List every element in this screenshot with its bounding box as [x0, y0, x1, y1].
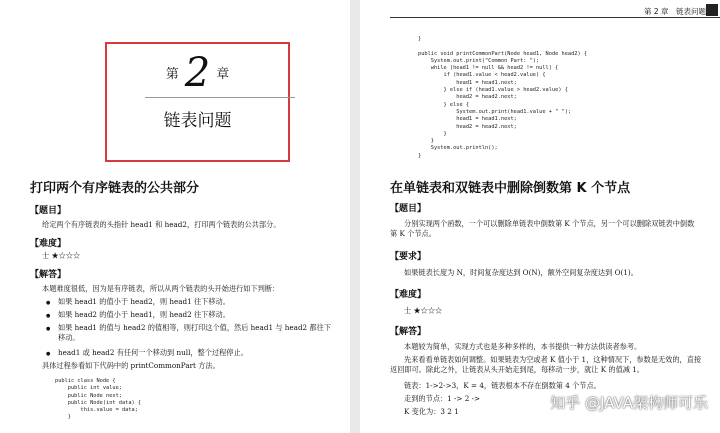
- process-text: 具体过程参看如下代码中的 printCommonPart 方法。: [42, 361, 220, 370]
- difficulty-label: 【难度】: [390, 290, 427, 300]
- bullet-item: ● 如果 head2 的值小于 head1，则 head2 往下移动。: [58, 310, 343, 320]
- topic-text: 分别实现两个函数，一个可以删除单链表中倒数第 K 个节点，另一个可以删除双链表中倒数第 K 个节点。: [390, 219, 695, 238]
- chapter-number-line: [107, 50, 288, 96]
- watermark: 知乎 @JAVA架构师可乐: [550, 394, 708, 412]
- answer-label: 【解答】: [390, 327, 427, 337]
- code-block: } public void printCommonPart(Node head1, Node head2) { System.out.print("Common Part: "); while (head1 != null && head2 != null) { if (head1.value < head2.value) { head1 = head1.next; } else if (head1.value > head2.value) { head2 = head2.next; } else { System.out.print(head1.value + " "); head1 = head1.next; head2 = head2.next; } } System.out.println(); }: [418, 36, 588, 159]
- bullet-item: ● 如果 head1 的值与 head2 的值相等，则打印这个值，然后 head1 与 head2 都往下移动。: [58, 323, 338, 343]
- chapter-prefix: 第: [165, 67, 179, 82]
- topic-text: 给定两个有序链表的头指针 head1 和 head2，打印两个链表的公共部分。: [42, 220, 281, 229]
- difficulty-value: 士 ★☆☆☆: [404, 306, 443, 315]
- answer-line: 先来看看单链表如何调整。如果链表为空或者 K 值小于 1，这种情况下，参数是无效的，直接返回即可。除此之外，让链表从头开始走到尾，每移动一步，就让 K 的值减 1。: [390, 355, 702, 374]
- topic-label: 【题目】: [30, 206, 67, 216]
- left-page: [0, 0, 350, 433]
- chapter-title: 链表问题: [163, 111, 232, 131]
- page-gutter: [350, 0, 360, 433]
- chapter-divider: [145, 97, 295, 98]
- answer-line: 本题较为简单，实现方式也是多种多样的，本书提供一种方法供读者参考。: [404, 342, 642, 351]
- chapter-number: 2: [184, 50, 211, 96]
- section-title: 在单链表和双链表中删除倒数第 K 个节点: [390, 181, 631, 196]
- code-block: public class Node { public int value; public Node next; public Node(int data) { this.value = data; }: [55, 378, 142, 421]
- page-number-tab: [706, 4, 718, 16]
- topic-label: 【题目】: [390, 204, 427, 214]
- requirement-label: 【要求】: [390, 252, 427, 262]
- section-title: 打印两个有序链表的公共部分: [30, 181, 200, 196]
- running-head: 第 2 章 链表问题: [643, 7, 706, 16]
- difficulty-value: 士 ★☆☆☆: [42, 251, 81, 260]
- answer-line: K 变化为：3 2 1: [404, 407, 459, 416]
- running-head-rule: [390, 17, 720, 18]
- chapter-suffix: 章: [216, 67, 230, 82]
- bullet-item: ● head1 或 head2 有任何一个移动到 null，整个过程停止。: [58, 348, 343, 358]
- answer-intro: 本题难度很低，因为是有序链表，所以从两个链表的头开始进行如下判断：: [42, 284, 280, 293]
- bullet-item: ● 如果 head1 的值小于 head2，则 head1 往下移动。: [58, 297, 343, 307]
- right-page: [360, 0, 720, 433]
- requirement-text: 如果链表长度为 N，时间复杂度达到 O(N)，额外空间复杂度达到 O(1)。: [404, 268, 638, 277]
- chapter-heading-box: [105, 42, 290, 162]
- answer-line: 链表：1->2->3，K = 4，链表根本不存在倒数第 4 个节点。: [404, 381, 601, 390]
- difficulty-label: 【难度】: [30, 239, 67, 249]
- answer-line: 走到的节点：1 -> 2 ->: [404, 394, 481, 403]
- answer-label: 【解答】: [30, 270, 67, 280]
